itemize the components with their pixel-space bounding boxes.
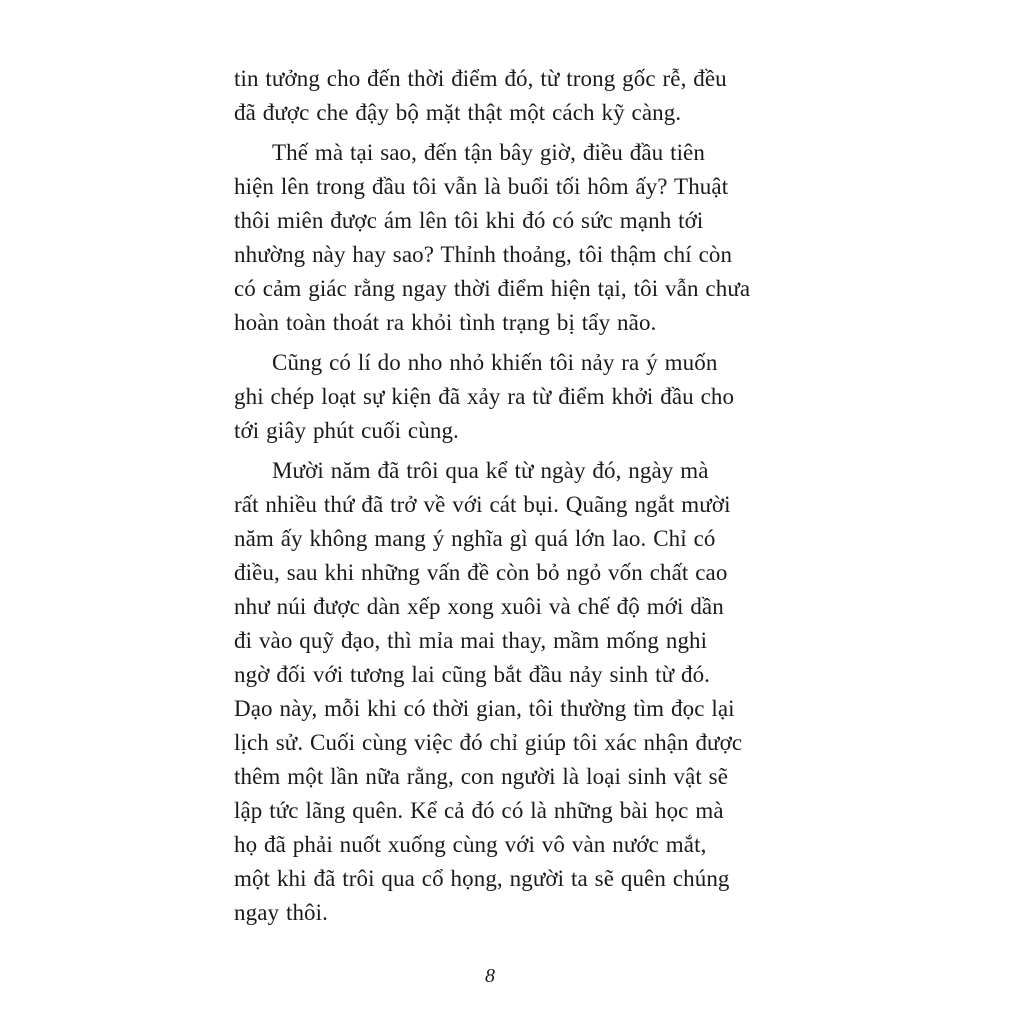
text-line: đi vào quỹ đạo, thì mỉa mai thay, mầm mống nghi bbox=[234, 628, 708, 653]
text-line: ghi chép loạt sự kiện đã xảy ra từ điểm khởi đầu cho bbox=[234, 384, 735, 409]
text-line: thêm một lần nữa rằng, con người là loại sinh vật sẽ bbox=[234, 764, 729, 789]
text-line: hiện lên trong đầu tôi vẫn là buổi tối hôm ấy? Thuật bbox=[234, 174, 729, 199]
text-line: rất nhiều thứ đã trở về với cát bụi. Quãng ngắt mười bbox=[234, 492, 731, 517]
text-line: như núi được dàn xếp xong xuôi và chế độ mới dần bbox=[234, 594, 724, 619]
text-line: ngay thôi. bbox=[234, 900, 328, 925]
text-line: tới giây phút cuối cùng. bbox=[234, 418, 459, 443]
text-line: nhường này hay sao? Thỉnh thoảng, tôi thậm chí còn bbox=[234, 242, 733, 267]
paragraph-2 bbox=[234, 136, 754, 340]
text-line: lập tức lãng quên. Kể cả đó có là những bài học mà bbox=[234, 798, 724, 823]
text-line: năm ấy không mang ý nghĩa gì quá lớn lao. Chỉ có bbox=[234, 526, 716, 551]
text-line: lịch sử. Cuối cùng việc đó chỉ giúp tôi xác nhận được bbox=[234, 730, 743, 755]
text-line: điều, sau khi những vấn đề còn bỏ ngỏ vốn chất cao bbox=[234, 560, 728, 585]
text-line: Thế mà tại sao, đến tận bây giờ, điều đầu tiên bbox=[272, 140, 705, 165]
page-body bbox=[234, 62, 754, 936]
paragraph-3 bbox=[234, 346, 754, 448]
paragraph-4 bbox=[234, 454, 754, 930]
text-line: Dạo này, mỗi khi có thời gian, tôi thường tìm đọc lại bbox=[234, 696, 735, 721]
text-line: đã được che đậy bộ mặt thật một cách kỹ càng. bbox=[234, 100, 682, 125]
text-line: thôi miên được ám lên tôi khi đó có sức mạnh tới bbox=[234, 208, 704, 233]
text-line: hoàn toàn thoát ra khỏi tình trạng bị tẩy não. bbox=[234, 310, 657, 335]
text-line: tin tưởng cho đến thời điểm đó, từ trong gốc rễ, đều bbox=[234, 66, 727, 91]
paragraph-1 bbox=[234, 62, 754, 130]
text-line: họ đã phải nuốt xuống cùng với vô vàn nước mắt, bbox=[234, 832, 707, 857]
text-line: ngờ đối với tương lai cũng bắt đầu nảy sinh từ đó. bbox=[234, 662, 711, 687]
text-line: một khi đã trôi qua cổ họng, người ta sẽ quên chúng bbox=[234, 866, 730, 891]
text-line: Cũng có lí do nho nhỏ khiến tôi nảy ra ý muốn bbox=[272, 350, 718, 375]
text-line: Mười năm đã trôi qua kể từ ngày đó, ngày mà bbox=[272, 458, 709, 483]
text-line: có cảm giác rằng ngay thời điểm hiện tại, tôi vẫn chưa bbox=[234, 276, 751, 301]
page-number: 8 bbox=[485, 965, 495, 987]
